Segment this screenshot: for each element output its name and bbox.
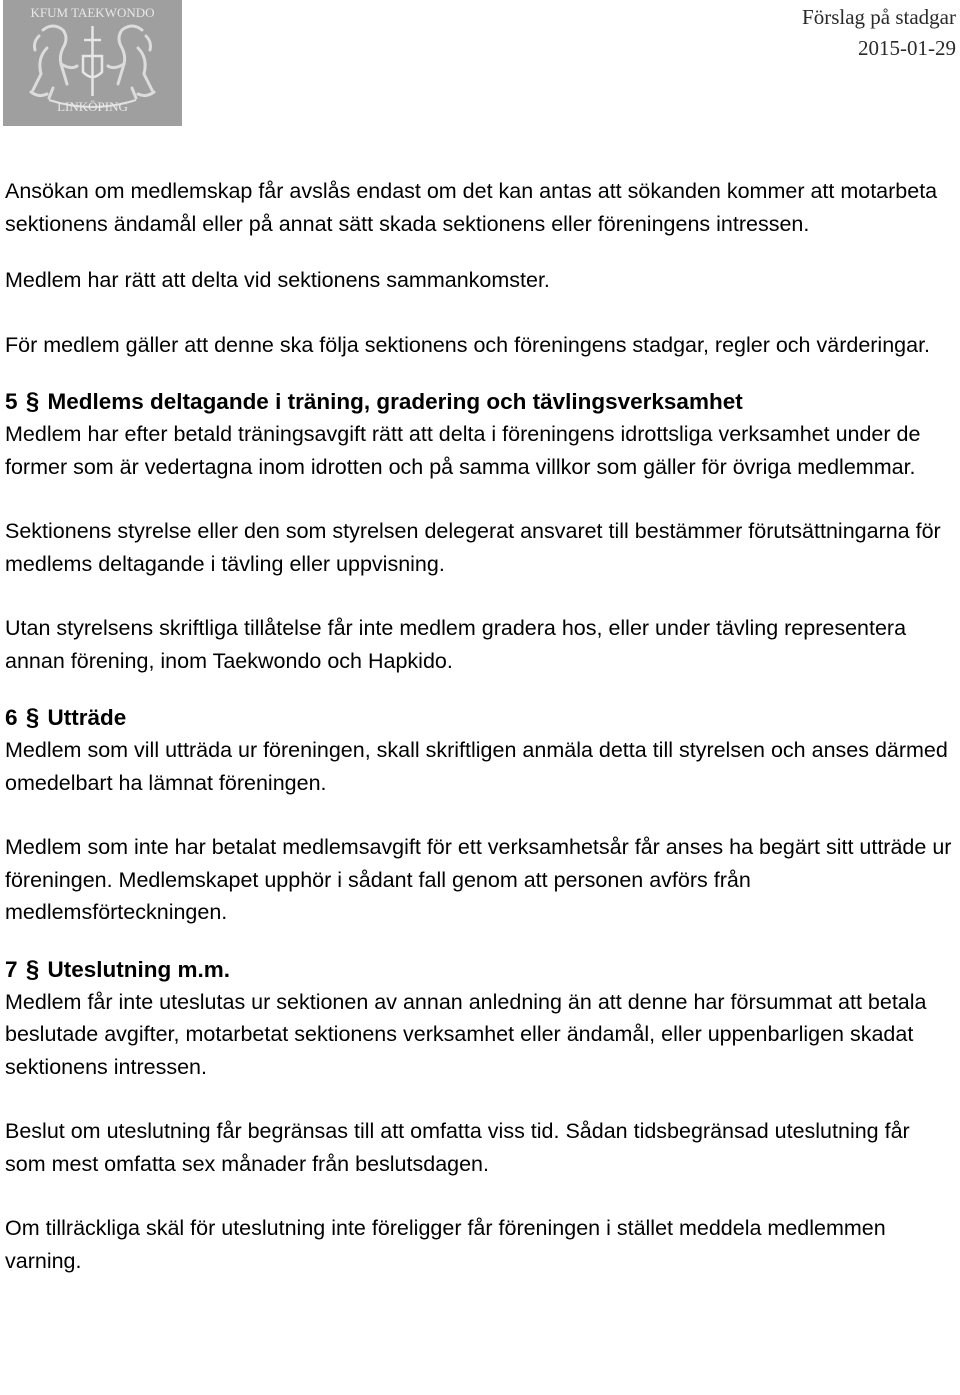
section-title: Medlems deltagande i träning, gradering och tävlingsverksamhet [47,389,743,414]
section-title: Utträde [47,705,127,730]
document-header [802,2,956,64]
paragraph: Utan styrelsens skriftliga tillåtelse får inte medlem gradera hos, eller under tävling representera annan förening, inom Taekwondo och Hapkido. [5,616,907,673]
section-sign: § [25,704,40,731]
paragraph: Medlem som inte har betalat medlemsavgift för ett verksamhetsår får anses ha begärt sitt utträde ur föreningen. Medlemskapet upphör i sådant fall genom att personen avförs från medlemsförteckningen. [5,835,952,924]
paragraph: Medlem får inte uteslutas ur sektionen av annan anledning än att denne har försummat att betala beslutade avgifter, motarbetat sektionens verksamhet eller ändamål, eller uppenbarligen skadat sektionens intressen. [5,989,927,1079]
paragraph: Medlem har efter betald träningsavgift rätt att delta i föreningens idrottsliga verksamhet under de former som är vedertagna inom idrotten och på samma villkor som gäller för övriga medlemmar. [5,422,921,479]
section-sign: § [25,388,40,415]
paragraph: Sektionens styrelse eller den som styrelsen delegerat ansvaret till bestämmer förutsättningarna för medlems deltagande i tävling eller uppvisning. [5,519,941,576]
paragraph: Om tillräckliga skäl för uteslutning inte föreligger får föreningen i stället meddela medlemmen varning. [5,1216,886,1273]
paragraph: Beslut om uteslutning får begränsas till att omfatta viss tid. Sådan tidsbegränsad uteslutning får som mest omfatta sex månader från beslutsdagen. [5,1119,910,1176]
lions-crest-icon [3,0,182,126]
section-number: 5 [5,389,18,414]
document-title: Förslag på stadgar [802,5,956,29]
document-date: 2015-01-29 [858,36,956,60]
section-heading-5 [5,385,955,418]
paragraph: Medlem har rätt att delta vid sektionens sammankomster. [5,268,550,292]
paragraph: För medlem gäller att denne ska följa sektionens och föreningens stadgar, regler och värderingar. [5,332,931,357]
logo-bottom-text: LINKÖPING [57,99,128,114]
logo-top-text: KFUM TAEKWONDO [30,5,155,20]
document-body [5,175,955,1277]
section-heading-7 [5,953,955,986]
section-number: 7 [5,956,18,982]
club-logo [3,0,182,126]
paragraph: Medlem som vill utträda ur föreningen, skall skriftligen anmäla detta till styrelsen och anses därmed omedelbart ha lämnat föreningen. [5,738,948,795]
paragraph: Ansökan om medlemskap får avslås endast om det kan antas att sökanden kommer att motarbeta sektionens ändamål eller på annat sätt skada sektionens eller föreningens intressen. [5,179,938,236]
section-number: 6 [5,705,18,730]
section-heading-6 [5,701,955,734]
section-sign: § [25,955,40,983]
section-title: Uteslutning m.m. [47,956,231,982]
